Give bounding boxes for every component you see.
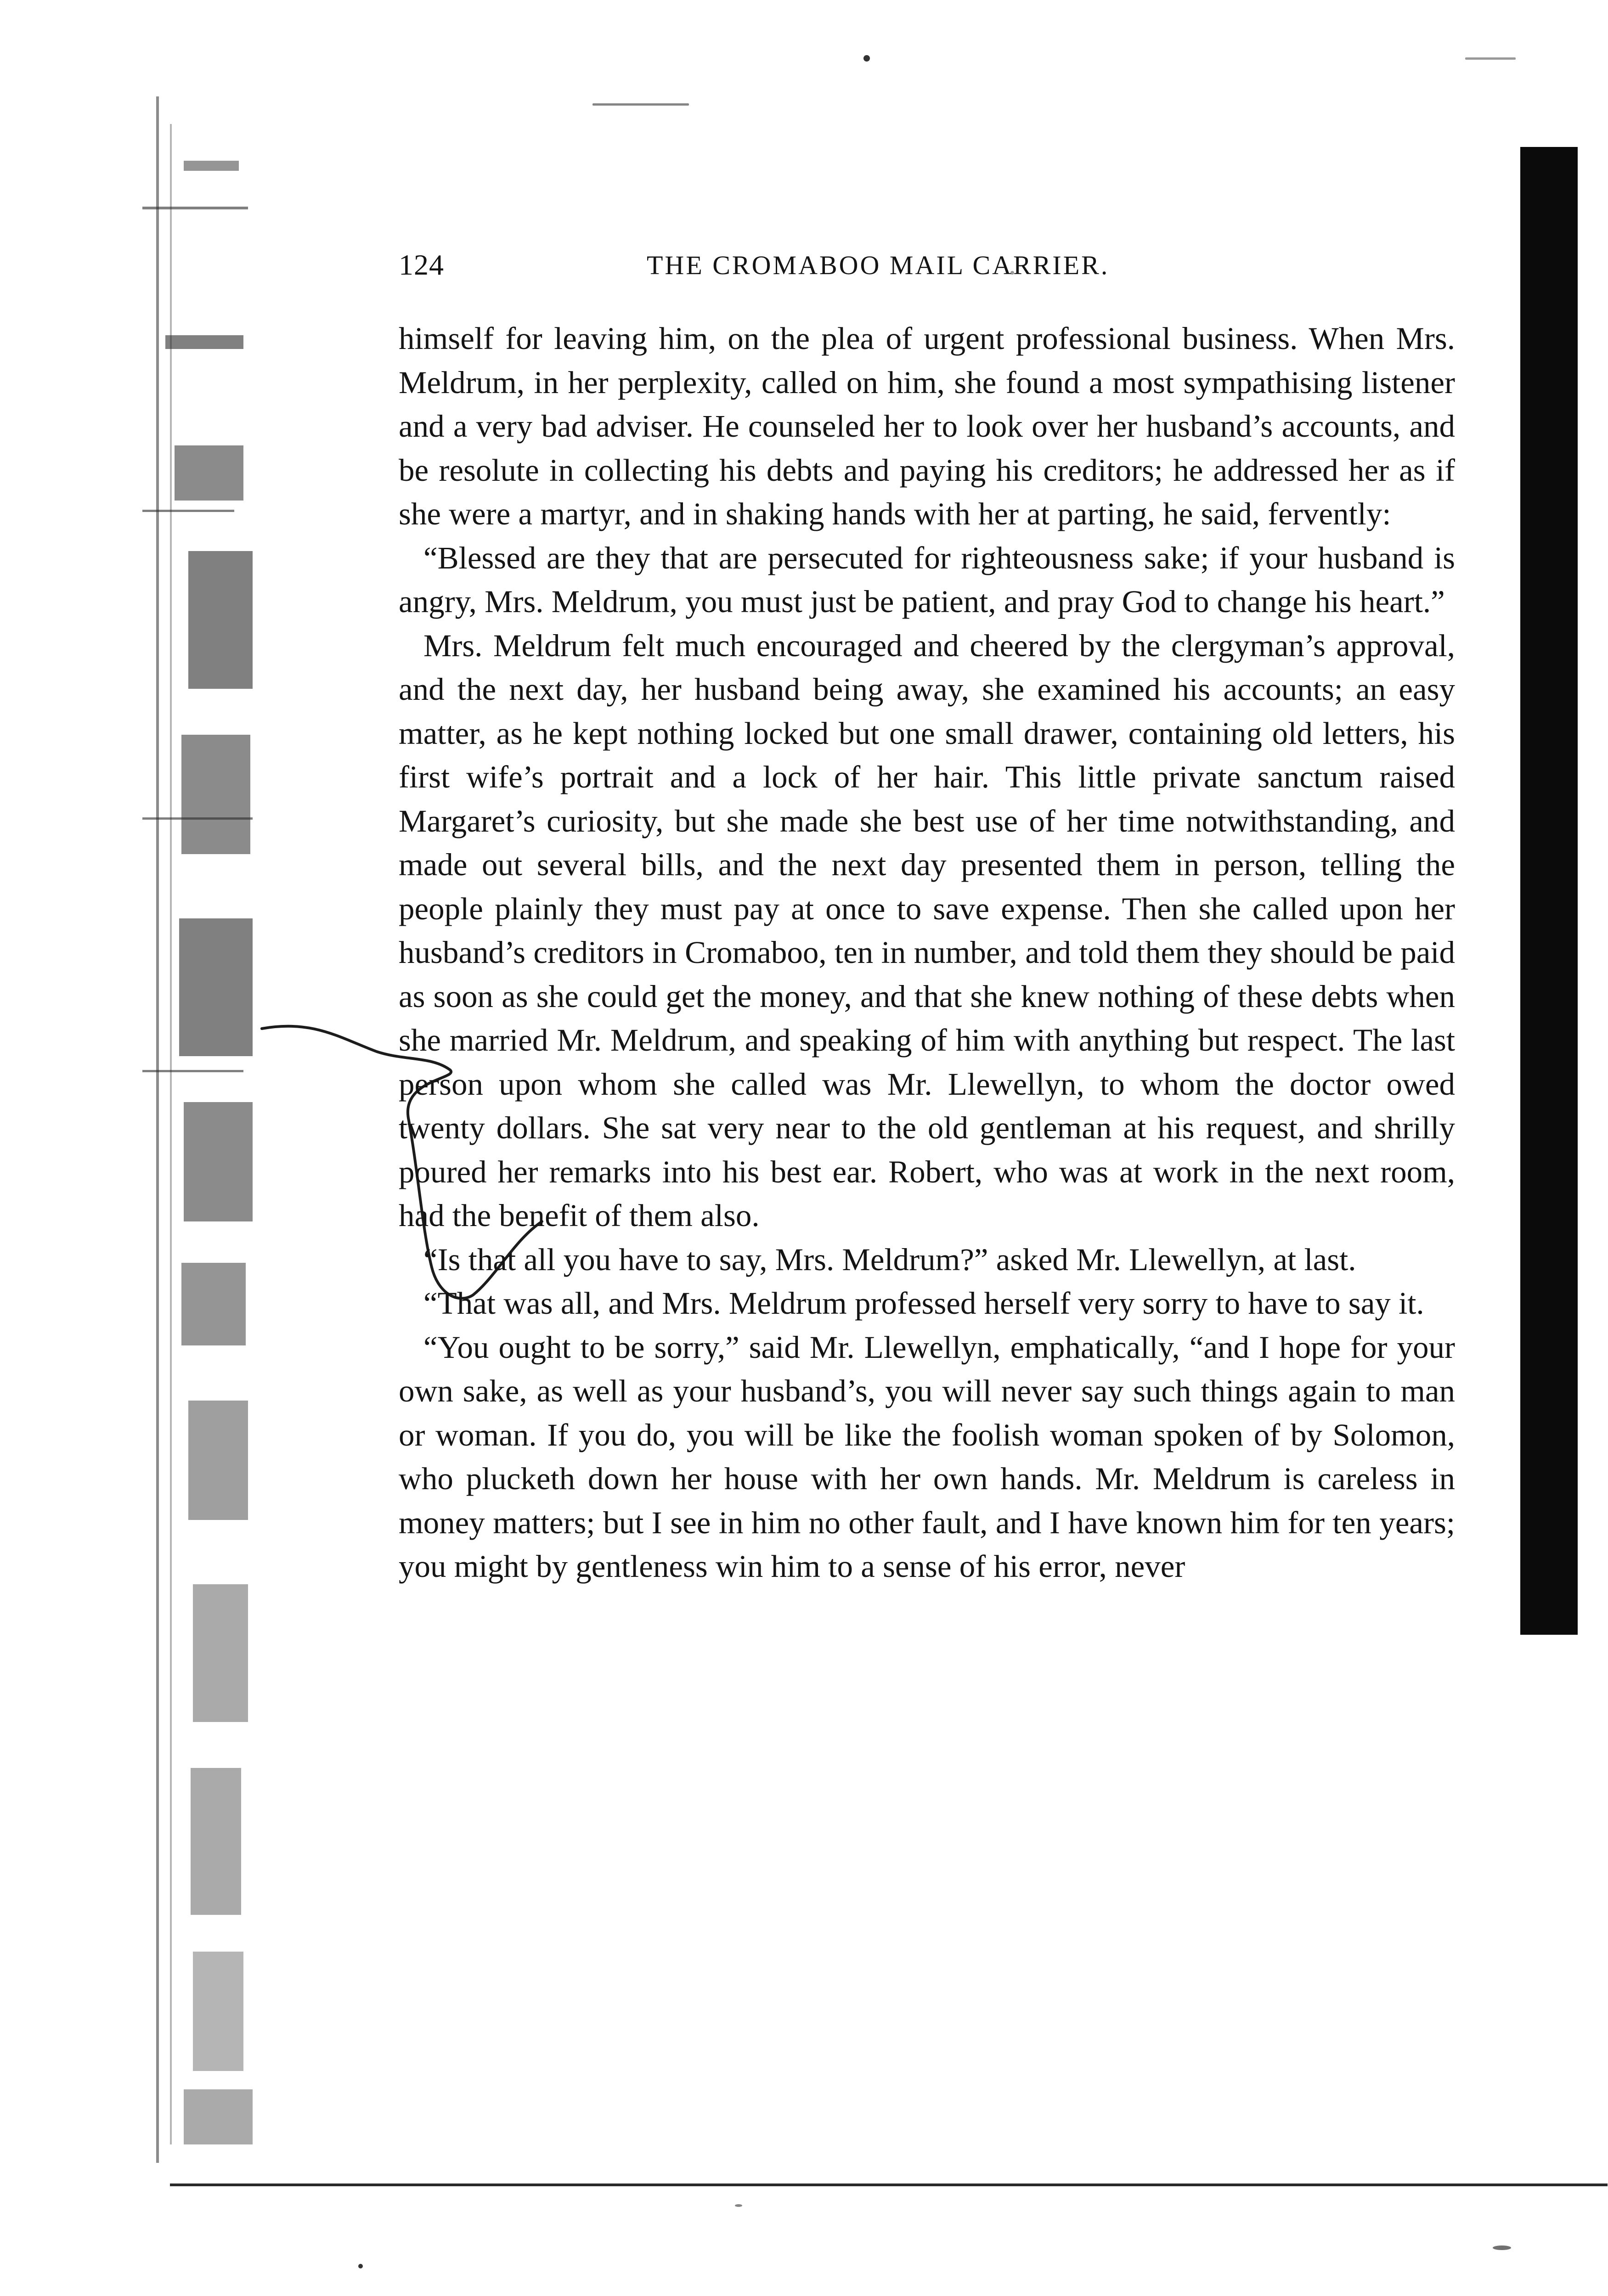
running-head-title: THE CROMABOO MAIL CARRIER. — [647, 250, 1110, 280]
scan-speck — [592, 103, 689, 106]
page-bottom-rule — [170, 2183, 1608, 2186]
scan-speck — [735, 2204, 742, 2207]
scan-speck — [1493, 2245, 1511, 2250]
paragraph: “That was all, and Mrs. Meldrum professed herself very sorry to have to say it. — [423, 1286, 1424, 1321]
scan-speck — [1465, 57, 1516, 60]
paragraph: Mrs. Meldrum felt much encouraged and cheered by the clergyman’s approval, and the next day, her husband being away, she examined his accounts; an easy matter, as he kept nothing locked but one small drawer, containing old letters, his first wife’s portrait and a lock of her hair. This little private sanctum raised Margaret’s curiosity, but she made she best use of her time notwithstanding, and made out several bills, and the next day presented them in person, telling the people plainly they must pay at once to save expense. Then she called upon her husband’s creditors in Cromaboo, ten in number, and told them they should be paid as soon as she could get the money, and that she knew nothing of these debts when she married Mr. Meldrum, and speaking of him with anything but respect. The last person upon whom she called was Mr. Llewellyn, to whom the doctor owed twenty dollars. She sat very near to the old gentleman at his request, and shrilly poured her remarks into his best ear. Robert, who was at work in the next room, had the benefit of them also. — [399, 628, 1455, 1233]
scan-edge-shadow — [1520, 147, 1578, 1635]
paragraph: himself for leaving him, on the plea of urgent professional business. When Mrs. Meldrum, in her perplexity, called on him, she found a most sympathising listener and a very bad adviser. He counseled her to look over her husband’s accounts, and be resolute in collecting his debts and paying his creditors; he addressed her as if she were a martyr, and in shaking hands with her at parting, he said, fervently: — [399, 321, 1455, 531]
running-head — [399, 248, 1469, 289]
scan-speck — [358, 2264, 363, 2268]
page-number: 124 — [399, 248, 444, 281]
paragraph: “Is that all you have to say, Mrs. Meldrum?” asked Mr. Llewellyn, at last. — [423, 1242, 1356, 1277]
paragraph: “You ought to be sorry,” said Mr. Llewellyn, emphatically, “and I hope for your own sake, as well as your husband’s, you will never say such things again to man or woman. If you do, you will be like the foolish woman spoken of by Solomon, who plucketh down her house with her own hands. Mr. Meldrum is careless in money matters; but I see in him no other fault, and I have known him for ten years; you might by gentleness win him to a sense of his error, never — [399, 1329, 1455, 1584]
scan-speck — [863, 55, 870, 62]
paragraph: “Blessed are they that are persecuted for righteousness sake; if your husband is angry, Mrs. Meldrum, you must just be patient, and pray God to change his heart.” — [399, 540, 1455, 619]
body-text — [399, 317, 1455, 1589]
